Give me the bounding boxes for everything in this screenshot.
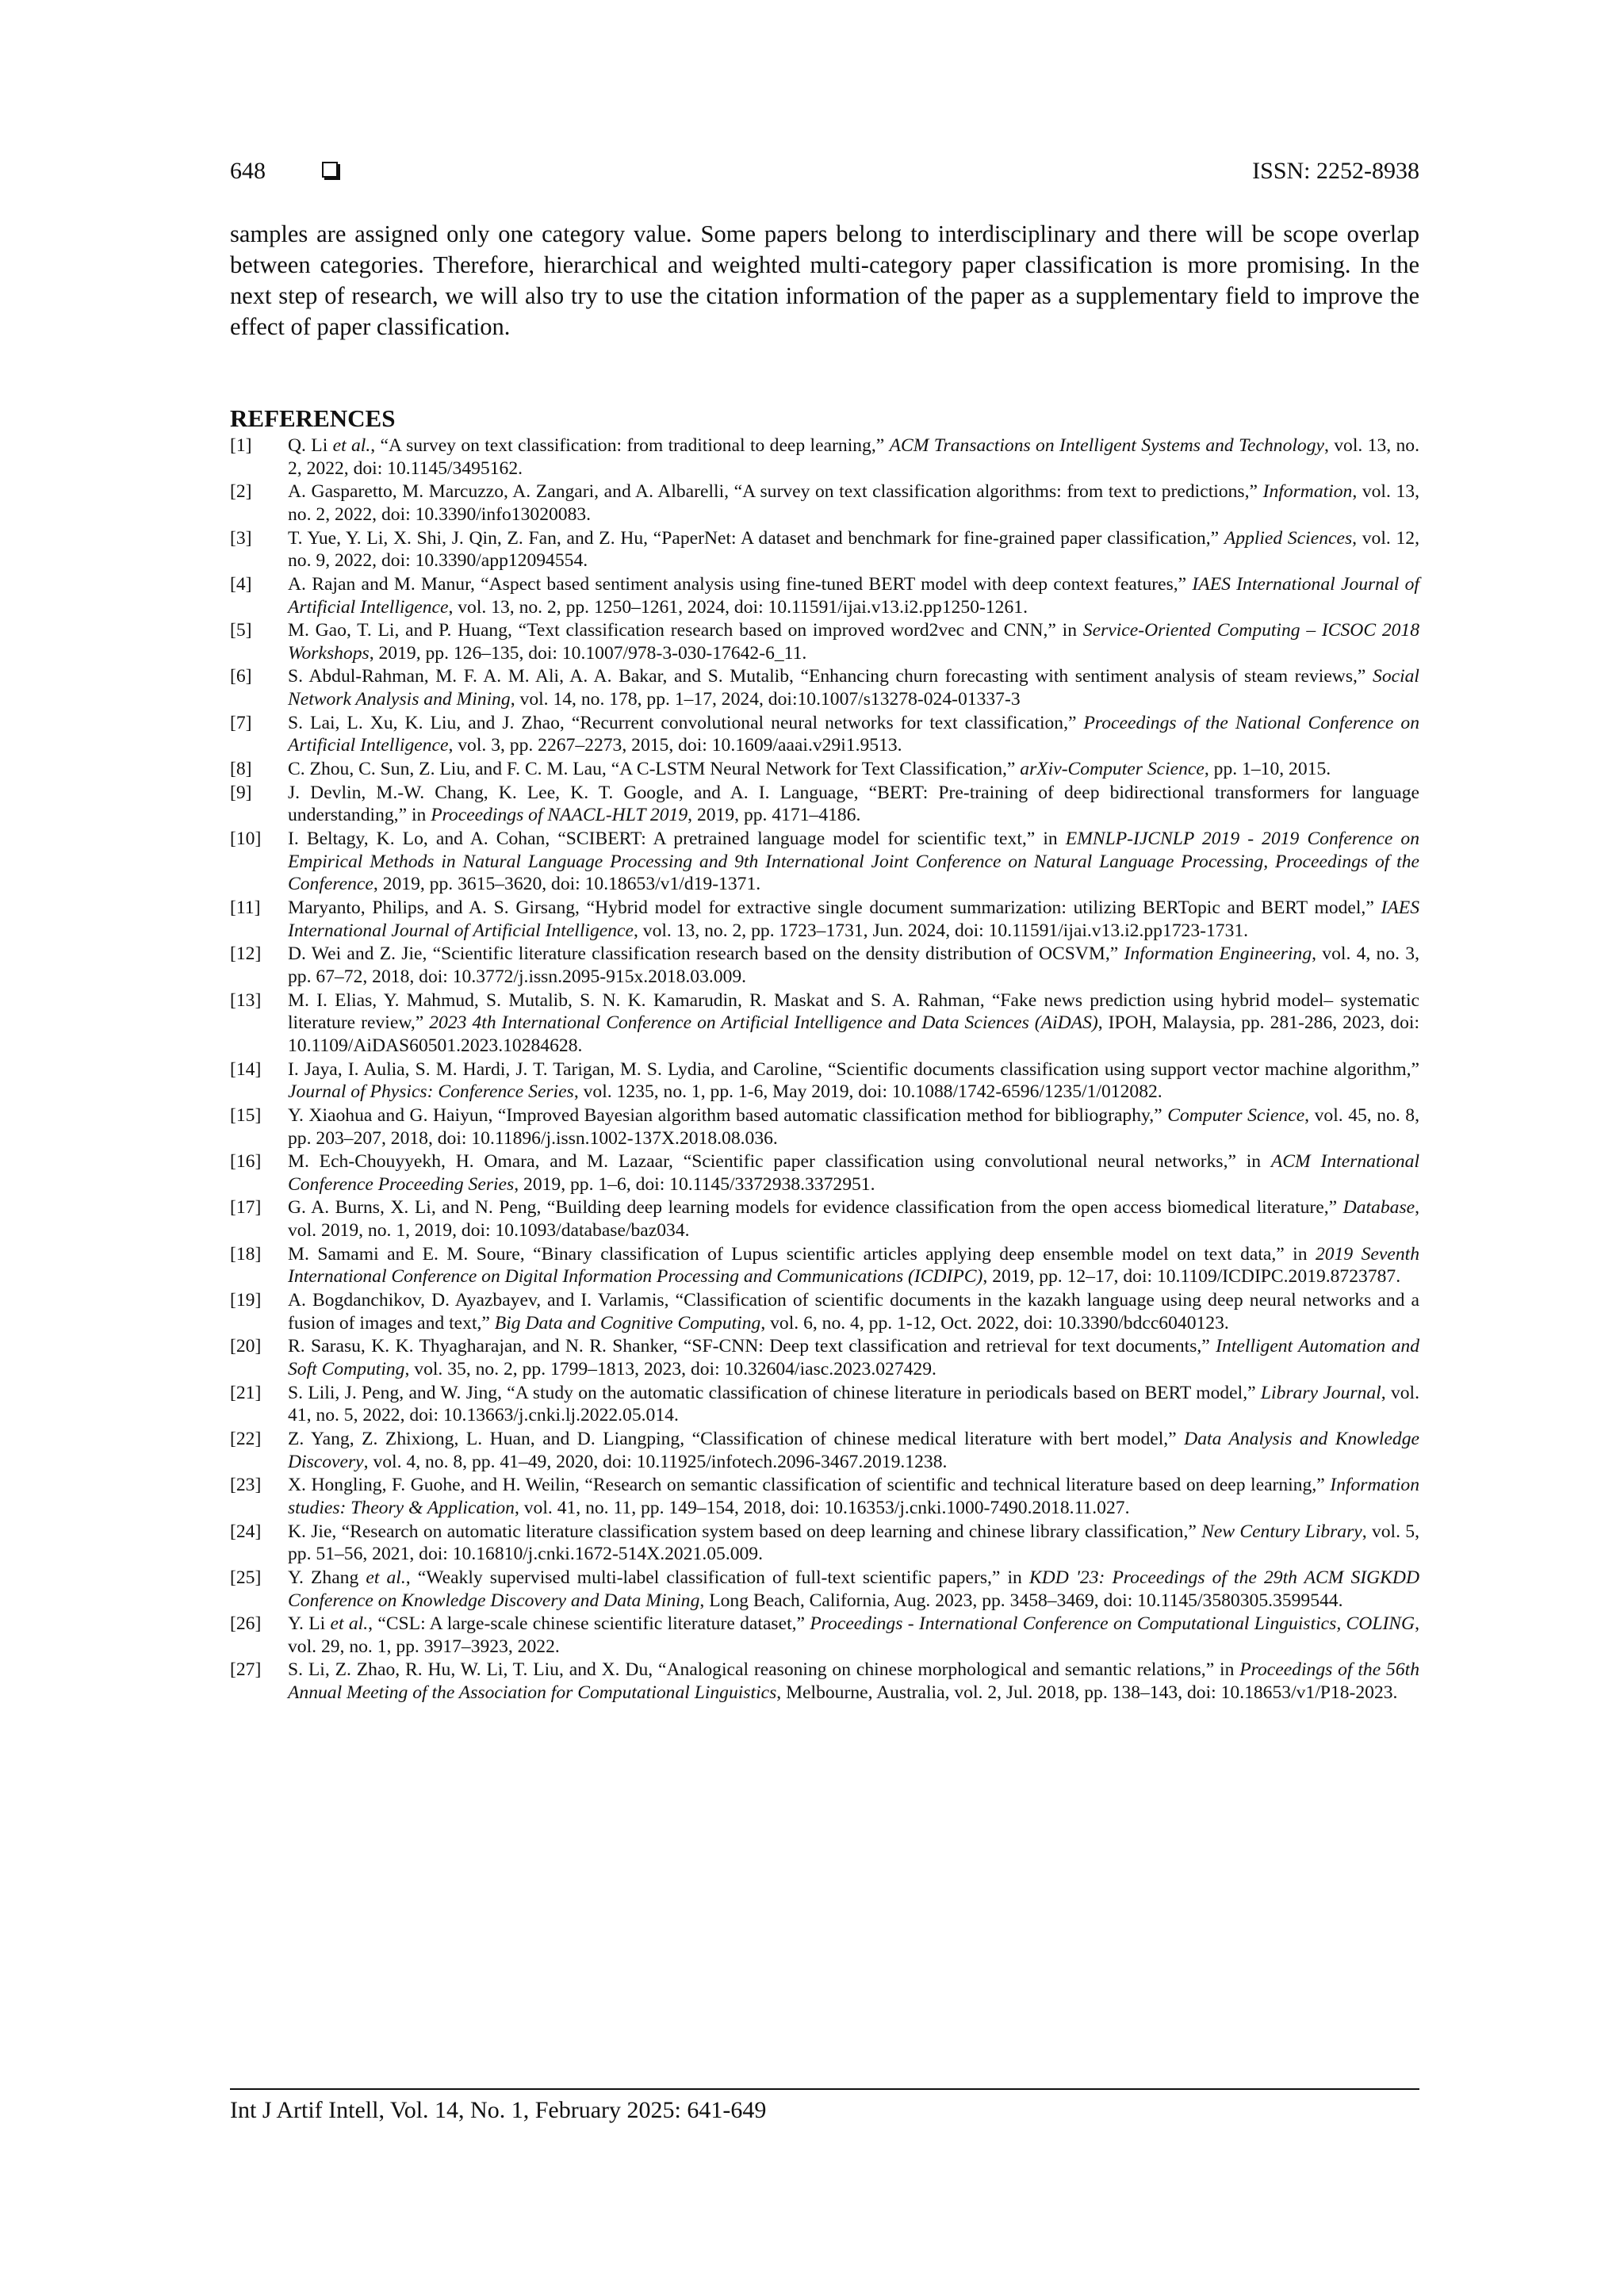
reference-number: [24] bbox=[230, 1521, 262, 1542]
reference-italic-segment: arXiv-Computer Science bbox=[1020, 759, 1205, 780]
reference-segment: A. Rajan and M. Manur, “Aspect based sentiment analysis using fine-tuned BERT model with deep context features,” bbox=[288, 573, 1193, 595]
reference-segment: , vol. 6, no. 4, pp. 1-12, Oct. 2022, doi: 10.3390/bdcc6040123. bbox=[760, 1312, 1229, 1334]
reference-text bbox=[288, 943, 1419, 988]
reference-number: [20] bbox=[230, 1336, 262, 1357]
reference-item bbox=[230, 782, 1419, 827]
reference-segment: K. Jie, “Research on automatic literature classification system based on deep learning and chinese library classification,” bbox=[288, 1521, 1202, 1542]
reference-segment: , vol. 14, no. 178, pp. 1–17, 2024, doi:10.1007/s13278-024-01337-3 bbox=[510, 689, 1021, 710]
reference-segment: , vol. 29, no. 1, pp. 3917–3923, 2022. bbox=[288, 1613, 1419, 1657]
reference-segment: , Melbourne, Australia, vol. 2, Jul. 2018, pp. 138–143, doi: 10.18653/v1/P18-2023. bbox=[776, 1682, 1398, 1704]
reference-text bbox=[288, 1474, 1419, 1519]
reference-segment: A. Bogdanchikov, D. Ayazbayev, and I. Varlamis, “Classification of scientific documents in the kazakh language using deep neural networks and a fusion of images and text,” bbox=[288, 1290, 1419, 1334]
reference-segment: , vol. 41, no. 11, pp. 149–154, 2018, doi: 10.16353/j.cnki.1000-7490.2018.11.027. bbox=[514, 1497, 1130, 1518]
reference-italic-segment: Data Analysis and Knowledge Discovery bbox=[288, 1428, 1419, 1472]
reference-item bbox=[230, 1521, 1419, 1566]
reference-segment: , vol. 4, no. 8, pp. 41–49, 2020, doi: 10.11925/infotech.2096-3467.2019.1238. bbox=[363, 1451, 948, 1472]
reference-item bbox=[230, 434, 1419, 480]
reference-segment: M. I. Elias, Y. Mahmud, S. Mutalib, S. N. K. Kamarudin, R. Maskat and S. A. Rahman, “Fake news prediction using hybrid model– systematic literature review,” bbox=[288, 989, 1419, 1034]
reference-segment: , vol. 13, no. 2, 2022, doi: 10.3390/info13020083. bbox=[288, 481, 1419, 525]
reference-segment: , vol. 2019, no. 1, 2019, doi: 10.1093/database/baz034. bbox=[288, 1197, 1419, 1242]
reference-text bbox=[288, 1613, 1419, 1658]
reference-segment: , vol. 13, no. 2, 2022, doi: 10.1145/3495162. bbox=[288, 435, 1419, 479]
reference-italic-segment: New Century Library bbox=[1201, 1521, 1362, 1542]
reference-text bbox=[288, 480, 1419, 526]
reference-text bbox=[288, 989, 1419, 1058]
references-list bbox=[230, 434, 1419, 1705]
reference-italic-segment: 2019 Seventh International Conference on Digital Information Processing and Communications (ICDIPC) bbox=[288, 1243, 1420, 1288]
reference-segment: S. Lili, J. Peng, and W. Jing, “A study on the automatic classification of chinese literature in periodicals based on BERT model,” bbox=[288, 1382, 1261, 1403]
reference-segment: M. Gao, T. Li, and P. Huang, “Text classification research based on improved word2vec and CNN,” in bbox=[288, 620, 1083, 641]
reference-item bbox=[230, 527, 1419, 572]
reference-segment: S. Lai, L. Xu, K. Liu, and J. Zhao, “Recurrent convolutional neural networks for text classification,” bbox=[288, 712, 1084, 733]
reference-text bbox=[288, 1150, 1419, 1196]
reference-italic-segment: Big Data and Cognitive Computing bbox=[494, 1312, 761, 1334]
reference-text bbox=[288, 1243, 1419, 1288]
reference-segment: , IPOH, Malaysia, pp. 281-286, 2023, doi: 10.1109/AiDAS60501.2023.10284628. bbox=[288, 1012, 1419, 1056]
reference-segment: M. Samami and E. M. Soure, “Binary classification of Lupus scientific articles applying deep ensemble model on text data,” in bbox=[288, 1243, 1316, 1265]
reference-segment: R. Sarasu, K. K. Thyagharajan, and N. R. Shanker, “SF-CNN: Deep text classification and retrieval for text documents,” bbox=[288, 1336, 1216, 1357]
reference-italic-segment: Proceedings of NAACL-HLT 2019 bbox=[431, 805, 688, 826]
reference-italic-segment: EMNLP-IJCNLP 2019 - 2019 Conference on Empirical Methods in Natural Language Processing and 9th International Joint Conference on Natural Language Processing, Proceedings of the Conference bbox=[288, 828, 1419, 895]
reference-item bbox=[230, 989, 1419, 1058]
reference-number: [22] bbox=[230, 1428, 262, 1449]
reference-number: [15] bbox=[230, 1104, 262, 1126]
reference-segment: D. Wei and Z. Jie, “Scientific literature classification research based on the density distribution of OCSVM,” bbox=[288, 943, 1124, 965]
reference-italic-segment: et al. bbox=[332, 435, 371, 456]
reference-segment: M. Ech-Chouyyekh, H. Omara, and M. Lazaar, “Scientific paper classification using convolutional neural networks,” in bbox=[288, 1151, 1271, 1173]
reference-text bbox=[288, 434, 1419, 480]
body-paragraph: samples are assigned only one category value. Some papers belong to interdisciplinary and there will be scope overlap between categories. Therefore, hierarchical and weighted multi-category paper classification is more promising. In the next step of research, we will also try to use the citation information of the paper as a supplementary field to improve the effect of paper classification. bbox=[230, 220, 1419, 340]
reference-item bbox=[230, 1150, 1419, 1196]
reference-segment: Q. Li bbox=[288, 435, 333, 456]
reference-text bbox=[288, 897, 1419, 942]
reference-item bbox=[230, 1243, 1419, 1288]
reference-italic-segment: 2023 4th International Conference on Artificial Intelligence and Data Sciences (AiDAS) bbox=[429, 1012, 1098, 1034]
reference-item bbox=[230, 1104, 1419, 1150]
reference-italic-segment: KDD '23: Proceedings of the 29th ACM SIGKDD Conference on Knowledge Discovery and Data Mining bbox=[288, 1567, 1420, 1611]
reference-italic-segment: Database bbox=[1342, 1197, 1415, 1219]
reference-number: [2] bbox=[230, 481, 252, 503]
reference-segment: T. Yue, Y. Li, X. Shi, J. Qin, Z. Fan, and Z. Hu, “PaperNet: A dataset and benchmark for fine-grained paper classification,” bbox=[288, 527, 1224, 549]
reference-item bbox=[230, 1382, 1419, 1427]
reference-text bbox=[288, 619, 1419, 664]
reference-number: [17] bbox=[230, 1197, 262, 1219]
reference-italic-segment: et al. bbox=[366, 1567, 406, 1588]
reference-segment: , pp. 1–10, 2015. bbox=[1204, 759, 1331, 780]
issn-label: ISSN: 2252-8938 bbox=[1252, 158, 1419, 184]
reference-text bbox=[288, 1289, 1419, 1334]
reference-segment: , vol. 45, no. 8, pp. 203–207, 2018, doi: 10.11896/j.issn.1002-137X.2018.08.036. bbox=[288, 1104, 1419, 1149]
reference-item bbox=[230, 1196, 1419, 1242]
reference-number: [19] bbox=[230, 1290, 262, 1311]
reference-segment: I. Jaya, I. Aulia, S. M. Hardi, J. T. Tarigan, M. S. Lydia, and Caroline, “Scientific documents classification using support vector machine algorithm,” bbox=[288, 1058, 1419, 1080]
reference-number: [1] bbox=[230, 435, 252, 456]
reference-segment: , 2019, pp. 3615–3620, doi: 10.18653/v1/d19-1371. bbox=[373, 874, 761, 895]
reference-item bbox=[230, 665, 1419, 710]
reference-segment: Y. Xiaohua and G. Haiyun, “Improved Bayesian algorithm based automatic classification method for bibliography,” bbox=[288, 1104, 1168, 1126]
page-number: 648 bbox=[230, 158, 266, 184]
reference-number: [13] bbox=[230, 989, 262, 1011]
reference-italic-segment: Proceedings - International Conference on Computational Linguistics, COLING bbox=[810, 1613, 1415, 1635]
reference-text bbox=[288, 1196, 1419, 1242]
reference-text bbox=[288, 1335, 1419, 1380]
reference-segment: , 2019, pp. 1–6, doi: 10.1145/3372938.3372951. bbox=[514, 1173, 875, 1195]
reference-number: [5] bbox=[230, 620, 252, 641]
reference-number: [4] bbox=[230, 573, 252, 595]
reference-segment: , vol. 12, no. 9, 2022, doi: 10.3390/app12094554. bbox=[288, 527, 1419, 572]
reference-segment: X. Hongling, F. Guohe, and H. Weilin, “Research on semantic classification of scientific and technical literature based on deep learning,” bbox=[288, 1475, 1331, 1496]
reference-number: [25] bbox=[230, 1567, 262, 1588]
reference-text bbox=[288, 573, 1419, 618]
reference-italic-segment: IAES International Journal of Artificial Intelligence bbox=[288, 573, 1419, 618]
reference-segment: , 2019, pp. 126–135, doi: 10.1007/978-3-030-17642-6_11. bbox=[369, 642, 807, 664]
reference-item bbox=[230, 897, 1419, 942]
reference-number: [11] bbox=[230, 897, 261, 918]
reference-segment: S. Abdul-Rahman, M. F. A. M. Ali, A. A. Bakar, and S. Mutalib, “Enhancing churn forecasting with sentiment analysis of steam reviews,” bbox=[288, 666, 1373, 687]
reference-text bbox=[288, 527, 1419, 572]
reference-number: [10] bbox=[230, 828, 262, 849]
reference-italic-segment: Social Network Analysis and Mining bbox=[288, 666, 1419, 710]
reference-text bbox=[288, 1428, 1419, 1473]
reference-segment: , vol. 3, pp. 2267–2273, 2015, doi: 10.1609/aaai.v29i1.9513. bbox=[448, 735, 902, 756]
reference-item bbox=[230, 1613, 1419, 1658]
reference-item bbox=[230, 758, 1419, 781]
reference-segment: I. Beltagy, K. Lo, and A. Cohan, “SCIBERT: A pretrained language model for scientific text,” in bbox=[288, 828, 1066, 849]
reference-segment: , 2019, pp. 12–17, doi: 10.1109/ICDIPC.2019.8723787. bbox=[982, 1266, 1401, 1288]
reference-italic-segment: ACM International Conference Proceeding Series bbox=[288, 1151, 1419, 1195]
reference-item bbox=[230, 828, 1419, 896]
reference-segment: , vol. 35, no. 2, pp. 1799–1813, 2023, doi: 10.32604/iasc.2023.027429. bbox=[404, 1359, 936, 1380]
reference-number: [27] bbox=[230, 1659, 262, 1681]
reference-segment: Maryanto, Philips, and A. S. Girsang, “Hybrid model for extractive single document summarization: utilizing BERTopic and BERT model,” bbox=[288, 897, 1381, 918]
reference-number: [12] bbox=[230, 943, 262, 965]
reference-italic-segment: Intelligent Automation and Soft Computing bbox=[288, 1336, 1419, 1380]
page-header bbox=[230, 155, 1419, 187]
reference-item bbox=[230, 1058, 1419, 1104]
reference-italic-segment: et al. bbox=[330, 1613, 369, 1635]
reference-italic-segment: ACM Transactions on Intelligent Systems and Technology bbox=[889, 435, 1324, 456]
reference-segment: S. Li, Z. Zhao, R. Hu, W. Li, T. Liu, and X. Du, “Analogical reasoning on chinese morphological and semantic relations,” in bbox=[288, 1659, 1240, 1681]
reference-italic-segment: Library Journal bbox=[1260, 1382, 1381, 1403]
reference-item bbox=[230, 619, 1419, 664]
reference-segment: , “Weakly supervised multi-label classification of full-text scientific papers,” in bbox=[405, 1567, 1029, 1588]
footer-citation: Int J Artif Intell, Vol. 14, No. 1, February 2025: 641-649 bbox=[230, 2097, 767, 2123]
footer-divider bbox=[230, 2088, 1419, 2090]
reference-segment: , vol. 5, pp. 51–56, 2021, doi: 10.16810/j.cnki.1672-514X.2021.05.009. bbox=[288, 1521, 1419, 1565]
reference-number: [18] bbox=[230, 1243, 262, 1265]
reference-text bbox=[288, 1567, 1419, 1612]
reference-text bbox=[288, 1058, 1419, 1104]
reference-number: [26] bbox=[230, 1613, 262, 1635]
reference-italic-segment: Proceedings of the National Conference on Artificial Intelligence bbox=[288, 712, 1419, 756]
reference-segment: Y. Li bbox=[288, 1613, 331, 1635]
reference-text bbox=[288, 828, 1419, 896]
reference-text bbox=[288, 758, 1419, 781]
reference-segment: , Long Beach, California, Aug. 2023, pp. 3458–3469, doi: 10.1145/3580305.3599544. bbox=[699, 1590, 1343, 1611]
reference-italic-segment: Applied Sciences bbox=[1224, 527, 1353, 549]
reference-item bbox=[230, 1335, 1419, 1380]
reference-segment: G. A. Burns, X. Li, and N. Peng, “Building deep learning models for evidence classification from the open access biomedical literature,” bbox=[288, 1197, 1343, 1219]
reference-text bbox=[288, 712, 1419, 757]
reference-number: [14] bbox=[230, 1058, 262, 1080]
reference-segment: , “A survey on text classification: from traditional to deep learning,” bbox=[370, 435, 890, 456]
reference-italic-segment: Proceedings of the 56th Annual Meeting of the Association for Computational Linguistics bbox=[288, 1659, 1419, 1704]
reference-italic-segment: Computer Science bbox=[1167, 1104, 1305, 1126]
reference-item bbox=[230, 712, 1419, 757]
reference-item bbox=[230, 943, 1419, 988]
reference-italic-segment: Information bbox=[1262, 481, 1353, 503]
reference-item bbox=[230, 573, 1419, 618]
reference-number: [6] bbox=[230, 666, 252, 687]
square-icon bbox=[322, 162, 338, 178]
reference-segment: A. Gasparetto, M. Marcuzzo, A. Zangari, and A. Albarelli, “A survey on text classification algorithms: from text to predictions,” bbox=[288, 481, 1263, 503]
reference-item bbox=[230, 1474, 1419, 1519]
reference-segment: Y. Zhang bbox=[288, 1567, 366, 1588]
reference-number: [8] bbox=[230, 759, 252, 780]
reference-text bbox=[288, 782, 1419, 827]
reference-italic-segment: Service-Oriented Computing – ICSOC 2018 Workshops bbox=[288, 620, 1420, 664]
reference-segment: , 2019, pp. 4171–4186. bbox=[688, 805, 861, 826]
reference-number: [21] bbox=[230, 1382, 262, 1403]
reference-number: [7] bbox=[230, 712, 252, 733]
reference-text bbox=[288, 1104, 1419, 1150]
reference-italic-segment: Information studies: Theory & Application bbox=[288, 1475, 1419, 1518]
reference-segment: , vol. 13, no. 2, pp. 1723–1731, Jun. 2024, doi: 10.11591/ijai.v13.i2.pp1723-1731. bbox=[633, 920, 1249, 941]
reference-item bbox=[230, 480, 1419, 526]
reference-number: [16] bbox=[230, 1151, 262, 1173]
reference-text bbox=[288, 665, 1419, 710]
reference-segment: J. Devlin, M.-W. Chang, K. Lee, K. T. Google, and A. I. Language, “BERT: Pre-training of deep bidirectional transformers for language understanding,” in bbox=[288, 782, 1419, 826]
reference-segment: , vol. 4, no. 3, pp. 67–72, 2018, doi: 10.3772/j.issn.2095-915x.2018.03.009. bbox=[288, 943, 1419, 987]
reference-segment: , vol. 41, no. 5, 2022, doi: 10.13663/j.cnki.lj.2022.05.014. bbox=[288, 1382, 1419, 1426]
reference-item bbox=[230, 1428, 1419, 1473]
reference-number: [23] bbox=[230, 1475, 262, 1496]
reference-item bbox=[230, 1567, 1419, 1612]
reference-italic-segment: Information Engineering bbox=[1124, 943, 1312, 965]
reference-italic-segment: IAES International Journal of Artificial Intelligence bbox=[288, 897, 1419, 941]
reference-text bbox=[288, 1382, 1419, 1427]
reference-segment: , vol. 1235, no. 1, pp. 1-6, May 2019, doi: 10.1088/1742-6596/1235/1/012082. bbox=[573, 1081, 1162, 1103]
reference-number: [9] bbox=[230, 782, 252, 803]
reference-italic-segment: Journal of Physics: Conference Series bbox=[288, 1081, 574, 1103]
reference-segment: C. Zhou, C. Sun, Z. Liu, and F. C. M. Lau, “A C-LSTM Neural Network for Text Classification,” bbox=[288, 759, 1021, 780]
reference-text bbox=[288, 1521, 1419, 1566]
reference-segment: , “CSL: A large-scale chinese scientific literature dataset,” bbox=[368, 1613, 810, 1635]
reference-item bbox=[230, 1289, 1419, 1334]
reference-segment: , vol. 13, no. 2, pp. 1250–1261, 2024, doi: 10.11591/ijai.v13.i2.pp1250-1261. bbox=[448, 596, 1028, 618]
reference-item bbox=[230, 1659, 1419, 1704]
reference-text bbox=[288, 1659, 1419, 1704]
reference-number: [3] bbox=[230, 527, 252, 549]
reference-segment: Z. Yang, Z. Zhixiong, L. Huan, and D. Liangping, “Classification of chinese medical literature with bert model,” bbox=[288, 1428, 1185, 1449]
references-heading: REFERENCES bbox=[230, 404, 396, 432]
